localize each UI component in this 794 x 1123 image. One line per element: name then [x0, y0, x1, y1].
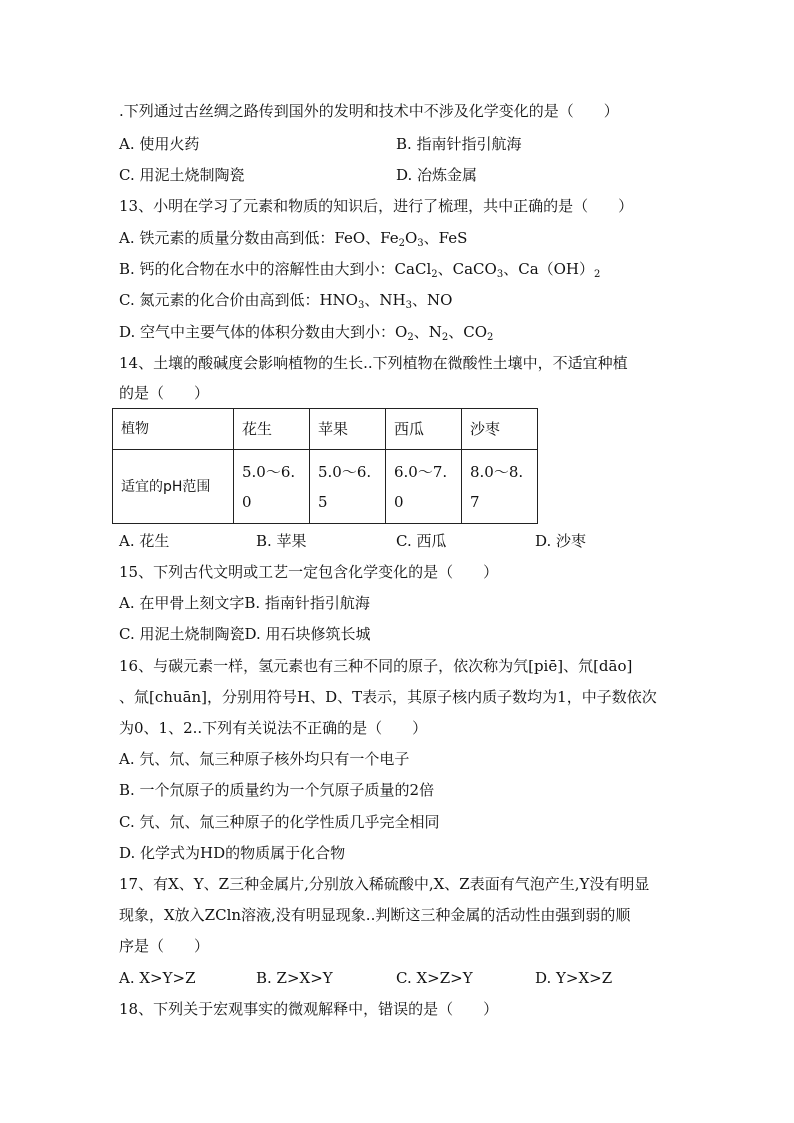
q12-option-d: D. 冶炼金属: [396, 166, 478, 184]
table-row-label: 适宜的pH范围: [113, 450, 234, 524]
table-header-cell: 花生: [234, 409, 310, 450]
q17-option-c: C. X>Z>Y: [396, 969, 473, 987]
q13-option-c: C. 氮元素的化合价由高到低：$HNO_3$、$NH_3$、NO: [119, 291, 453, 311]
q16-stem-line1: 16、与碳元素一样，氢元素也有三种不同的原子，依次称为氕[piē]、氘[dāo]: [119, 657, 633, 675]
q17-option-a: A. X>Y>Z: [119, 969, 196, 987]
ph-range-table: [112, 408, 538, 524]
table-row: [113, 450, 538, 524]
table-cell: 8.0～8. 7: [462, 450, 538, 524]
q14-option-a: A. 花生: [119, 532, 170, 550]
q13-option-b: B. 钙的化合物在水中的溶解性由大到小：CaCl$_2$、CaCO$_3$、$Ca(OH)_2$: [119, 260, 601, 280]
table-cell: 5.0～6. 0: [234, 450, 310, 524]
table-header-cell: 西瓜: [386, 409, 462, 450]
q18-stem: 18、下列关于宏观事实的微观解释中，错误的是（ ）: [119, 1000, 499, 1018]
table-header-cell: 植物: [113, 409, 234, 450]
q12-option-a: A. 使用火药: [119, 135, 200, 153]
q16-option-b: B. 一个氘原子的质量约为一个氕原子质量的2倍: [119, 781, 435, 799]
q13-option-d: D. 空气中主要气体的体积分数由大到小：$O_2$、$N_2$、$CO_2$: [119, 323, 494, 343]
table-cell: 6.0～7. 0: [386, 450, 462, 524]
q15-options-ab: A. 在甲骨上刻文字B. 指南针指引航海: [119, 594, 370, 612]
q14-option-c: C. 西瓜: [396, 532, 447, 550]
table-header-cell: 沙枣: [462, 409, 538, 450]
q17-option-b: B. Z>X>Y: [256, 969, 333, 987]
q15-options-cd: C. 用泥土烧制陶瓷D. 用石块修筑长城: [119, 625, 371, 643]
q14-stem-line1: 14、土壤的酸碱度会影响植物的生长..下列植物在微酸性土壤中，不适宜种植: [119, 354, 628, 372]
q16-option-a: A. 氕、氘、氚三种原子核外均只有一个电子: [119, 750, 410, 768]
q17-stem-line1: 17、有X、Y、Z三种金属片,分别放入稀硫酸中,X、Z表面有气泡产生,Y没有明显: [119, 875, 650, 893]
q16-stem-line2: 、氚[chuān]，分别用符号H、D、T表示，其原子核内质子数均为1，中子数依次: [119, 688, 657, 706]
q17-stem-line2: 现象，X放入ZCln溶液,没有明显现象..判断这三种金属的活动性由强到弱的顺: [119, 906, 631, 924]
q14-option-d: D. 沙枣: [535, 532, 587, 550]
q13-stem: 13、小明在学习了元素和物质的知识后，进行了梳理，共中正确的是（ ）: [119, 197, 634, 215]
q12-stem: .下列通过古丝绸之路传到国外的发明和技术中不涉及化学变化的是（ ）: [119, 102, 619, 120]
q14-option-b: B. 苹果: [256, 532, 307, 550]
q17-option-d: D. Y>X>Z: [535, 969, 613, 987]
q12-option-b: B. 指南针指引航海: [396, 135, 522, 153]
q16-option-c: C. 氕、氘、氚三种原子的化学性质几乎完全相同: [119, 813, 440, 831]
q13-option-a: A. 铁元素的质量分数由高到低：FeO、$Fe_2O_3$、FeS: [119, 229, 468, 249]
q15-stem: 15、下列古代文明或工艺一定包含化学变化的是（ ）: [119, 563, 499, 581]
table-row: [113, 409, 538, 450]
q14-stem-line2: 的是（ ）: [119, 384, 210, 402]
table-cell: 5.0～6. 5: [310, 450, 386, 524]
q16-stem-line3: 为0、1、2..下列有关说法不正确的是（ ）: [119, 719, 428, 737]
q17-stem-line3: 序是（ ）: [119, 937, 210, 955]
table-header-cell: 苹果: [310, 409, 386, 450]
q16-option-d: D. 化学式为HD的物质属于化合物: [119, 844, 346, 862]
q12-option-c: C. 用泥土烧制陶瓷: [119, 166, 245, 184]
